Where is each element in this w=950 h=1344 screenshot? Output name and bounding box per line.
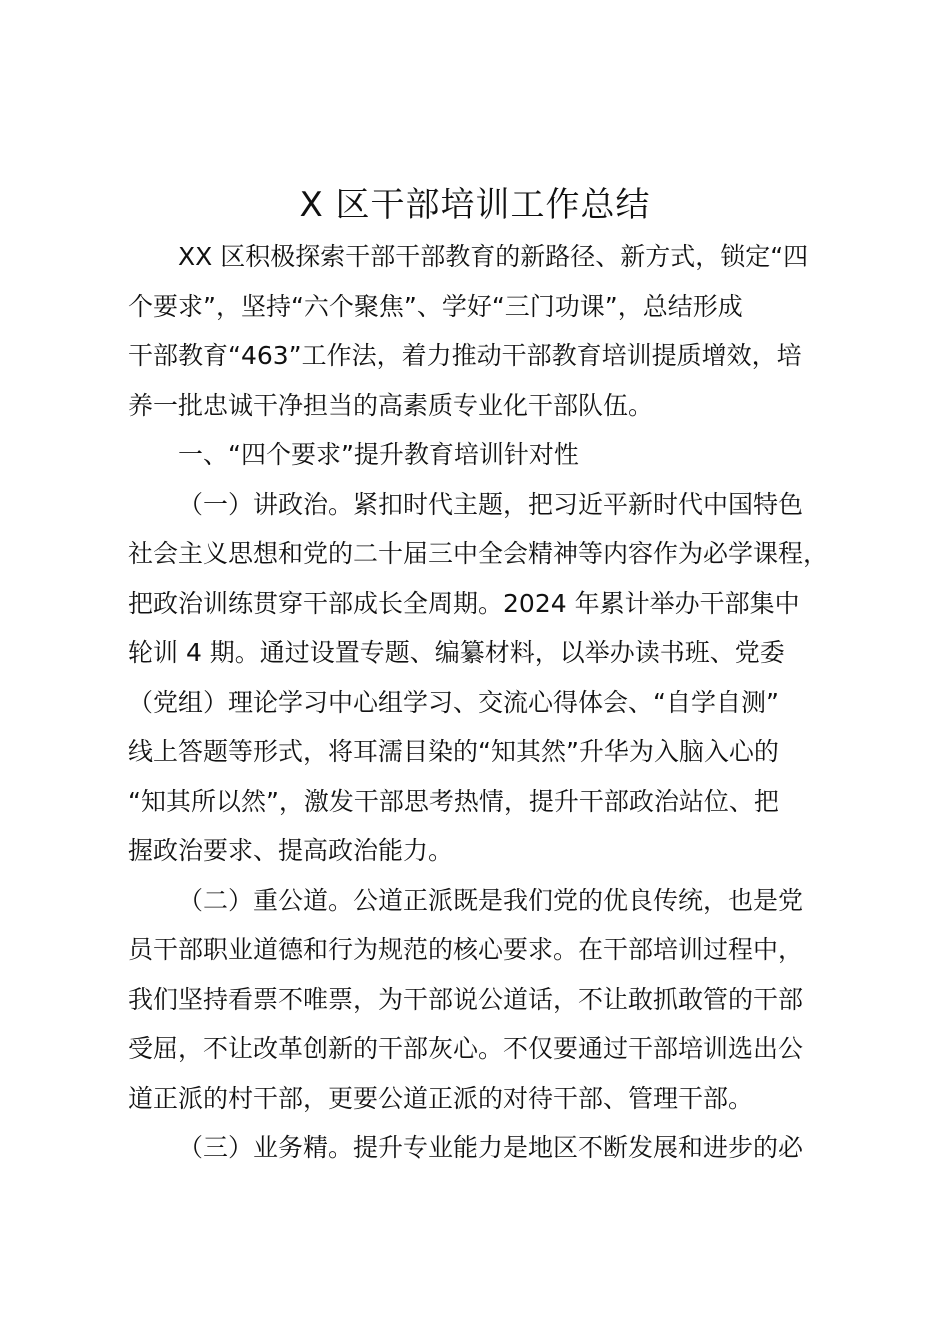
paragraph-line: 个要求”，坚持“六个聚焦”、学好“三门功课”，总结形成 [128, 291, 743, 321]
paragraph-line: 我们坚持看票不唯票，为干部说公道话，不让敢抓敢管的干部 [128, 984, 804, 1014]
paragraph-line: 养一批忠诚干净担当的高素质专业化干部队伍。 [128, 390, 654, 420]
paragraph-line: 干部教育“463”工作法，着力推动干部教育培训提质增效，培 [128, 341, 802, 370]
section-heading: 一、“四个要求”提升教育培训针对性 [178, 440, 579, 469]
paragraph-line: 员干部职业道德和行为规范的核心要求。在干部培训过程中， [128, 935, 804, 964]
paragraph-line: 把政治训练贯穿干部成长全周期。2024 年累计举办干部集中 [128, 588, 800, 618]
paragraph-line: （三）业务精。提升专业能力是地区不断发展和进步的必 [178, 1133, 804, 1162]
paragraph-line: 道正派的村干部，更要公道正派的对待干部、管理干部。 [128, 1083, 754, 1113]
paragraph-line: XX 区积极探索干部干部教育的新路径、新方式，锁定“四 [178, 242, 809, 271]
paragraph-line: （党组）理论学习中心组学习、交流心得体会、“自学自测” [128, 687, 779, 717]
document-body [128, 232, 848, 1173]
paragraph-line: 受屈，不让改革创新的干部灰心。不仅要通过干部培训选出公 [128, 1034, 804, 1063]
paragraph-line: 轮训 4 期。通过设置专题、编纂材料，以举办读书班、党委 [128, 638, 785, 667]
paragraph-line: “知其所以然”，激发干部思考热情，提升干部政治站位、把 [128, 786, 779, 816]
paragraph-line: 线上答题等形式，将耳濡目染的“知其然”升华为入脑入心的 [128, 737, 779, 766]
paragraph-line: 握政治要求、提高政治能力。 [128, 836, 454, 865]
paragraph-line: 社会主义思想和党的二十届三中全会精神等内容作为必学课程， [128, 539, 829, 568]
document-title: X 区干部培训工作总结 [299, 185, 651, 225]
paragraph-line: （一）讲政治。紧扣时代主题，把习近平新时代中国特色 [178, 489, 804, 519]
paragraph-line: （二）重公道。公道正派既是我们党的优良传统，也是党 [178, 885, 804, 915]
